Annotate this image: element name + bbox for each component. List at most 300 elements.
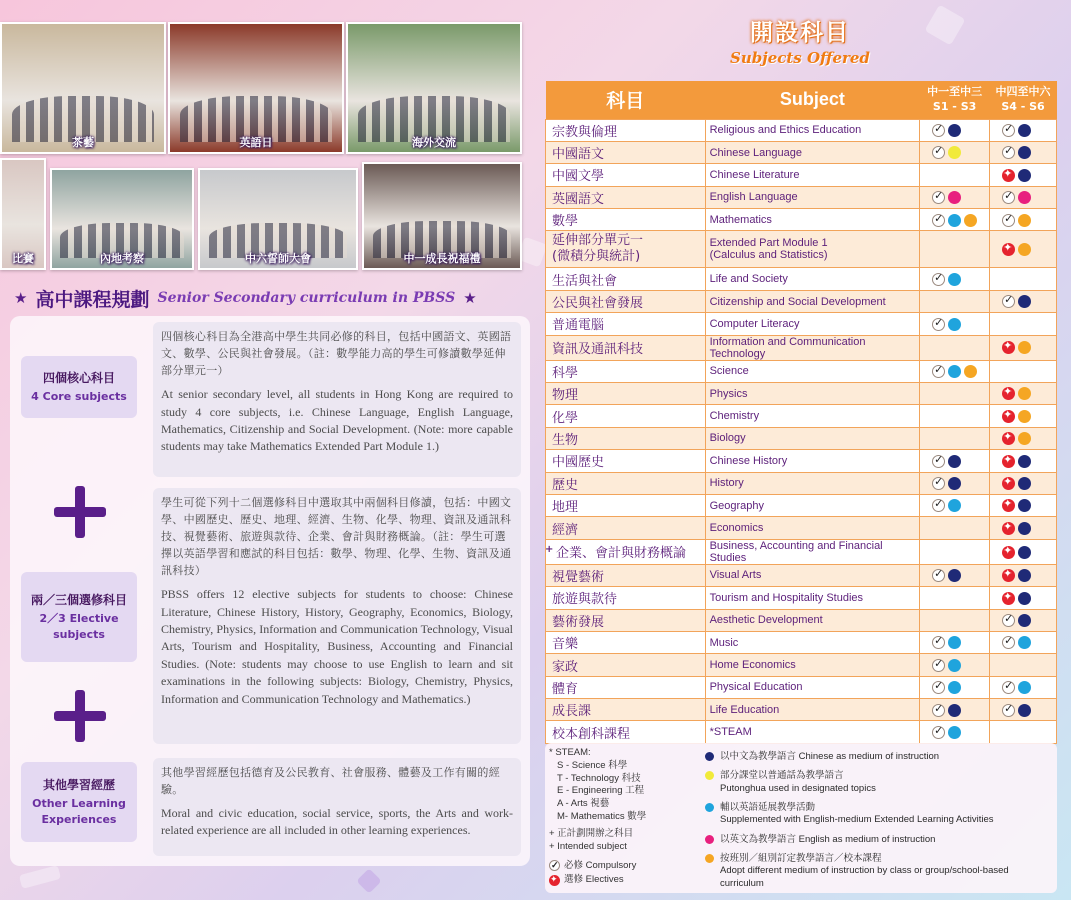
elective-star-icon	[1002, 432, 1015, 445]
cell-s4-s6	[990, 721, 1057, 743]
s1-s3-marks	[932, 659, 961, 672]
elective-star-icon	[1002, 387, 1015, 400]
subject-zh	[546, 119, 706, 141]
subject-zh	[546, 450, 706, 472]
table-row	[546, 450, 1057, 472]
intended-note-en: + Intended subject	[549, 840, 627, 852]
subject-en: Physics	[705, 383, 920, 405]
legend-item	[705, 802, 1053, 827]
legend-item-en: Putonghua used in designated topics	[720, 782, 876, 794]
table-row	[546, 164, 1057, 186]
subject-zh-text: 藝術發展	[552, 614, 605, 630]
s4-s6-marks	[1002, 124, 1031, 137]
subject-zh	[546, 141, 706, 163]
subject-zh	[546, 335, 706, 360]
cell-s4-s6	[990, 427, 1057, 449]
subject-en: Economics	[705, 517, 920, 539]
cell-s4-s6	[990, 699, 1057, 721]
cell-s1-s3	[920, 539, 990, 564]
s4-s6-marks	[1002, 295, 1031, 308]
cell-s1-s3	[920, 472, 990, 494]
legend-panel	[545, 743, 1057, 893]
photo-caption: 中六誓師大會	[245, 252, 311, 265]
category-title-en: Other Learning Experiences	[32, 796, 126, 826]
elective-key	[549, 874, 699, 887]
cell-s1-s3	[920, 587, 990, 609]
photo-tea-art	[0, 22, 166, 154]
cell-s4-s6	[990, 141, 1057, 163]
s1-s3-marks	[932, 704, 961, 717]
intended-plus-icon: +	[545, 543, 554, 555]
cell-s4-s6	[990, 587, 1057, 609]
subject-en: Science	[705, 360, 920, 382]
subject-zh-text: 化學	[552, 410, 579, 426]
elective-star-icon	[1002, 592, 1015, 605]
cell-s4-s6	[990, 290, 1057, 312]
s1-s3-marks	[932, 191, 961, 204]
s4-s6-marks	[1002, 704, 1031, 717]
blue-dot-icon	[1018, 636, 1031, 649]
compulsory-check-icon	[932, 146, 945, 159]
pink-dot-icon	[705, 835, 714, 844]
subject-zh	[546, 494, 706, 516]
elective-star-icon	[1002, 546, 1015, 559]
cell-s1-s3	[920, 631, 990, 653]
description-en: PBSS offers 12 elective subjects for students to choose: Chinese Literature, Chinese History, History, Geography, Economics, Biology, Chemistry, Physics, Information and Communication Technology, Visual Arts, Tourism and Hospitality, Business, Accounting and Financial Studies. (Note: students may choose to use English to learn and sit examinations in the following subjects: Biology, Chemistry, Physics, Information and Communication Technology and Mathematics.)	[161, 587, 513, 706]
cell-s4-s6	[990, 539, 1057, 564]
subject-en: *STEAM	[705, 721, 920, 743]
blue-dot-icon	[948, 636, 961, 649]
compulsory-check-icon	[1002, 295, 1015, 308]
navy-dot-icon	[948, 124, 961, 137]
cell-s1-s3	[920, 164, 990, 186]
subject-en: Chinese Language	[705, 141, 920, 163]
s1-s3-marks	[932, 318, 961, 331]
cell-s1-s3	[920, 427, 990, 449]
s4-s6-marks	[1002, 341, 1031, 354]
subject-en: English Language	[705, 186, 920, 208]
table-row	[546, 517, 1057, 539]
compulsory-check-icon	[1002, 704, 1015, 717]
s4-s6-marks	[1002, 214, 1031, 227]
plus-icon	[54, 486, 106, 538]
s4-s6-marks	[1002, 499, 1031, 512]
subject-zh	[546, 721, 706, 743]
s1-s3-marks	[932, 124, 961, 137]
cell-s4-s6	[990, 186, 1057, 208]
subject-zh-text: 中國歷史	[552, 455, 605, 471]
orange-dot-icon	[705, 854, 714, 863]
table-row	[546, 186, 1057, 208]
subject-zh-text: 公民與社會發展	[552, 296, 644, 312]
compulsory-check-icon	[932, 499, 945, 512]
legend-item	[705, 751, 1053, 763]
blue-dot-icon	[948, 318, 961, 331]
orange-dot-icon	[1018, 387, 1031, 400]
subject-en: Aesthetic Development	[705, 609, 920, 631]
category-title-zh: 兩／三個選修科目	[30, 592, 127, 607]
subject-en: Biology	[705, 427, 920, 449]
legend-medium-keys	[705, 751, 1053, 897]
core-subjects-description	[153, 322, 521, 477]
subject-zh-text: 資訊及通訊科技	[552, 342, 644, 358]
subject-zh	[546, 564, 706, 586]
decor-shape	[356, 868, 381, 893]
s4-s6-marks	[1002, 410, 1031, 423]
s1-s3-marks	[932, 726, 961, 739]
steam-line: T - Technology 科技	[557, 772, 641, 784]
photo-competition	[0, 158, 46, 270]
s4-s6-marks	[1002, 522, 1031, 535]
navy-dot-icon	[1018, 169, 1031, 182]
cell-s4-s6	[990, 209, 1057, 231]
cell-s4-s6	[990, 450, 1057, 472]
subject-en: Information and Communication Technology	[705, 335, 920, 360]
table-row	[546, 360, 1057, 382]
navy-dot-icon	[948, 477, 961, 490]
elective-star-icon	[1002, 243, 1015, 256]
s1-s3-marks	[932, 477, 961, 490]
header-s1-s3	[920, 81, 990, 119]
subject-zh	[546, 699, 706, 721]
navy-dot-icon	[1018, 592, 1031, 605]
cell-s1-s3	[920, 721, 990, 743]
photo-overseas-exchange	[346, 22, 522, 154]
subject-en: Chinese Literature	[705, 164, 920, 186]
subject-zh-text: 成長課	[552, 704, 592, 720]
s4-s6-marks	[1002, 387, 1031, 400]
s1-s3-marks	[932, 499, 961, 512]
subject-zh	[546, 360, 706, 382]
legend-item	[705, 853, 1053, 890]
subject-zh-text: 中國語文	[552, 147, 605, 163]
table-row	[546, 654, 1057, 676]
compulsory-check-icon	[932, 124, 945, 137]
compulsory-check-icon	[932, 273, 945, 286]
compulsory-check-icon	[932, 659, 945, 672]
elective-star-icon	[1002, 522, 1015, 535]
compulsory-check-icon	[932, 477, 945, 490]
elective-subjects-description	[153, 488, 521, 744]
blue-dot-icon	[948, 659, 961, 672]
s4-s6-marks	[1002, 477, 1031, 490]
photo-caption: 中一成長祝福禮	[403, 252, 481, 265]
cell-s1-s3	[920, 119, 990, 141]
table-row	[546, 472, 1057, 494]
compulsory-check-icon	[932, 318, 945, 331]
cell-s1-s3	[920, 360, 990, 382]
subject-zh	[546, 517, 706, 539]
cell-s4-s6	[990, 631, 1057, 653]
description-zh: 四個核心科目為全港高中學生共同必修的科目，包括中國語文、英國語文、數學、公民與社會發展。（註：數學能力高的學生可修讀數學延伸部分單元一）	[161, 330, 512, 378]
description-en: Moral and civic education, social service, sports, the Arts and work-related experience are all included in other learning experiences.	[161, 806, 513, 838]
blue-dot-icon	[948, 499, 961, 512]
orange-dot-icon	[1018, 410, 1031, 423]
subject-en: Computer Literacy	[705, 313, 920, 335]
cell-s1-s3	[920, 676, 990, 698]
yellow-dot-icon	[948, 146, 961, 159]
cell-s4-s6	[990, 494, 1057, 516]
table-row	[546, 699, 1057, 721]
cell-s1-s3	[920, 313, 990, 335]
compulsory-check-icon	[932, 636, 945, 649]
cell-s4-s6	[990, 564, 1057, 586]
plus-icon	[54, 690, 106, 742]
cell-s4-s6	[990, 405, 1057, 427]
table-row	[546, 631, 1057, 653]
header-zh: 科目	[546, 81, 706, 119]
photo-collage	[0, 0, 525, 272]
compulsory-check-icon	[1002, 636, 1015, 649]
navy-dot-icon	[948, 569, 961, 582]
subject-zh	[546, 609, 706, 631]
cell-s4-s6	[990, 335, 1057, 360]
steam-line: A - Arts 視藝	[557, 798, 610, 810]
cell-s4-s6	[990, 268, 1057, 290]
s1-s3-marks	[932, 455, 961, 468]
heading-en: Senior Secondary curriculum in PBSS	[157, 290, 456, 306]
photo-caption: 比賽	[12, 252, 34, 265]
elective-star-icon	[1002, 569, 1015, 582]
s1-s3-marks	[932, 365, 977, 378]
subject-zh-text: 歷史	[552, 477, 579, 493]
table-row	[546, 564, 1057, 586]
subject-zh	[546, 587, 706, 609]
decor-shape	[925, 5, 966, 46]
subject-en: Visual Arts	[705, 564, 920, 586]
compulsory-label: 必修 Compulsory	[564, 859, 637, 871]
subject-zh-text: 體育	[552, 681, 579, 697]
subject-zh	[546, 383, 706, 405]
other-learning-label	[21, 762, 137, 842]
subject-zh-text: 中國文學	[552, 169, 605, 185]
legend-item-zh: 輔以英語延展教學活動	[720, 802, 816, 814]
subject-zh-text: 校本創科課程	[552, 726, 631, 742]
subject-zh	[546, 164, 706, 186]
photo-s6-rally	[198, 168, 358, 270]
elective-star-icon	[1002, 499, 1015, 512]
s1-s3-marks	[932, 273, 961, 286]
compulsory-check-icon	[1002, 681, 1015, 694]
cell-s1-s3	[920, 405, 990, 427]
navy-dot-icon	[1018, 124, 1031, 137]
header-s13-zh: 中一至中三	[927, 85, 983, 99]
steam-line: M- Mathematics 數學	[557, 811, 647, 823]
s4-s6-marks	[1002, 546, 1031, 559]
subject-en: Citizenship and Social Development	[705, 290, 920, 312]
orange-dot-icon	[1018, 432, 1031, 445]
s4-s6-marks	[1002, 191, 1031, 204]
navy-dot-icon	[948, 704, 961, 717]
cell-s1-s3	[920, 383, 990, 405]
table-row	[546, 405, 1057, 427]
elective-label: 選修 Electives	[564, 874, 624, 886]
subject-zh-text: 經濟	[552, 522, 579, 538]
elective-star-icon	[1002, 341, 1015, 354]
header-s46-en: S4 - S6	[1001, 99, 1045, 113]
table-row	[546, 676, 1057, 698]
cell-s4-s6	[990, 231, 1057, 268]
s4-s6-marks	[1002, 169, 1031, 182]
compulsory-check-icon	[1002, 191, 1015, 204]
subject-zh-text: 地理	[552, 500, 579, 516]
cell-s4-s6	[990, 654, 1057, 676]
decor-shape	[19, 865, 61, 889]
cell-s4-s6	[990, 517, 1057, 539]
blue-dot-icon	[948, 273, 961, 286]
category-title-en: 4 Core subjects	[31, 389, 127, 403]
table-row	[546, 290, 1057, 312]
subject-zh-text: 音樂	[552, 637, 579, 653]
orange-dot-icon	[1018, 214, 1031, 227]
yellow-dot-icon	[705, 771, 714, 780]
navy-dot-icon	[1018, 522, 1031, 535]
cell-s1-s3	[920, 654, 990, 676]
subjects-table	[545, 81, 1057, 744]
navy-dot-icon	[1018, 146, 1031, 159]
legend-item	[705, 770, 1053, 795]
s1-s3-marks	[932, 636, 961, 649]
subject-zh-text: 延伸部分單元一 (微積分與統計)	[552, 233, 644, 265]
cell-s4-s6	[990, 676, 1057, 698]
subject-en: Chinese History	[705, 450, 920, 472]
navy-dot-icon	[705, 752, 714, 761]
title-en: Subjects Offered	[730, 49, 870, 67]
compulsory-check-icon	[932, 214, 945, 227]
blue-dot-icon	[948, 726, 961, 739]
description-en: At senior secondary level, all students in Hong Kong are required to study 4 core subjects, i.e. Chinese Language, English Language, Mathematics, Citizenship and Social Development. (Note: more capable students may take Mathematics Extended Part Module 1.)	[161, 387, 513, 454]
subject-zh	[546, 676, 706, 698]
subject-en: Home Economics	[705, 654, 920, 676]
cell-s1-s3	[920, 450, 990, 472]
s4-s6-marks	[1002, 455, 1031, 468]
table-row	[546, 721, 1057, 743]
legend-item-zh: 部分課堂以普通話為教學語言	[720, 770, 844, 782]
cell-s4-s6	[990, 164, 1057, 186]
cell-s1-s3	[920, 231, 990, 268]
subject-en: History	[705, 472, 920, 494]
header-s4-s6	[990, 81, 1057, 119]
subject-zh	[546, 209, 706, 231]
heading-zh: 高中課程規劃	[35, 288, 150, 311]
navy-dot-icon	[1018, 704, 1031, 717]
navy-dot-icon	[1018, 477, 1031, 490]
table-row	[546, 494, 1057, 516]
legend-item-en: Adopt different medium of instruction by class or group/school-based curriculum	[720, 865, 1009, 889]
subject-zh	[546, 539, 706, 564]
navy-dot-icon	[1018, 569, 1031, 582]
legend-item-en: Supplemented with English-medium Extended Learning Activities	[720, 814, 994, 826]
compulsory-key	[549, 860, 699, 873]
legend-item	[705, 834, 1053, 846]
s4-s6-marks	[1002, 614, 1031, 627]
compulsory-check-icon	[1002, 614, 1015, 627]
cell-s4-s6	[990, 383, 1057, 405]
steam-line: S - Science 科學	[557, 759, 628, 771]
blue-dot-icon	[1018, 681, 1031, 694]
title-zh: 開設科目	[750, 20, 850, 46]
subject-en: Life and Society	[705, 268, 920, 290]
compulsory-check-icon	[1002, 146, 1015, 159]
subject-zh	[546, 631, 706, 653]
elective-star-icon	[1002, 477, 1015, 490]
subject-zh-text: 家政	[552, 659, 579, 675]
legend-item-zh: 以中文為教學語言 Chinese as medium of instruction	[720, 751, 940, 762]
category-title-zh: 四個核心科目	[42, 370, 115, 385]
subject-en: Physical Education	[705, 676, 920, 698]
steam-title: * STEAM:	[549, 747, 591, 758]
compulsory-check-icon	[932, 726, 945, 739]
subject-zh-text: 英國語文	[552, 191, 605, 207]
elective-star-icon	[1002, 410, 1015, 423]
subject-zh-text: 普通電腦	[552, 318, 605, 334]
subject-en: Chemistry	[705, 405, 920, 427]
table-row	[546, 231, 1057, 268]
cell-s4-s6	[990, 472, 1057, 494]
elective-star-icon	[1002, 455, 1015, 468]
subject-zh-text: 數學	[552, 214, 579, 230]
subjects-offered-title	[700, 14, 900, 67]
subject-zh	[546, 472, 706, 494]
navy-dot-icon	[1018, 546, 1031, 559]
blue-dot-icon	[948, 681, 961, 694]
table-row	[546, 209, 1057, 231]
s4-s6-marks	[1002, 681, 1031, 694]
subject-en: Business, Accounting and Financial Studies	[705, 539, 920, 564]
table-row	[546, 587, 1057, 609]
cell-s4-s6	[990, 360, 1057, 382]
compulsory-check-icon	[932, 191, 945, 204]
navy-dot-icon	[1018, 499, 1031, 512]
legend-item-zh: 以英文為教學語言 English as medium of instruction	[720, 833, 936, 845]
elective-star-icon	[549, 875, 560, 886]
s4-s6-marks	[1002, 432, 1031, 445]
description-zh: 其他學習經歷包括德育及公民教育、社會服務、體藝及工作有關的經驗。	[161, 766, 500, 797]
subject-en: Religious and Ethics Education	[705, 119, 920, 141]
compulsory-check-icon	[932, 681, 945, 694]
subject-zh-text: 科學	[552, 365, 579, 381]
subject-en: Mathematics	[705, 209, 920, 231]
pink-dot-icon	[948, 191, 961, 204]
pink-dot-icon	[1018, 191, 1031, 204]
cell-s4-s6	[990, 119, 1057, 141]
cell-s1-s3	[920, 186, 990, 208]
subject-en: Life Education	[705, 699, 920, 721]
photo-s1-blessing	[362, 162, 522, 270]
s1-s3-marks	[932, 214, 977, 227]
navy-dot-icon	[1018, 455, 1031, 468]
photo-caption: 英語日	[239, 136, 273, 149]
table-row	[546, 609, 1057, 631]
cell-s1-s3	[920, 209, 990, 231]
subject-zh	[546, 405, 706, 427]
s4-s6-marks	[1002, 636, 1031, 649]
subject-zh	[546, 313, 706, 335]
cell-s4-s6	[990, 313, 1057, 335]
elective-subjects-label	[21, 572, 137, 662]
header-s46-zh: 中四至中六	[995, 85, 1051, 99]
category-title-en: 2／3 Elective subjects	[39, 611, 119, 641]
photo-caption: 茶藝	[72, 136, 94, 149]
cell-s1-s3	[920, 335, 990, 360]
subject-en: Extended Part Module 1 (Calculus and Statistics)	[705, 231, 920, 268]
orange-dot-icon	[964, 365, 977, 378]
s4-s6-marks	[1002, 243, 1031, 256]
orange-dot-icon	[1018, 243, 1031, 256]
s4-s6-marks	[1002, 592, 1031, 605]
star-icon: ★	[463, 289, 477, 307]
category-title-zh: 其他學習經歷	[42, 777, 115, 792]
